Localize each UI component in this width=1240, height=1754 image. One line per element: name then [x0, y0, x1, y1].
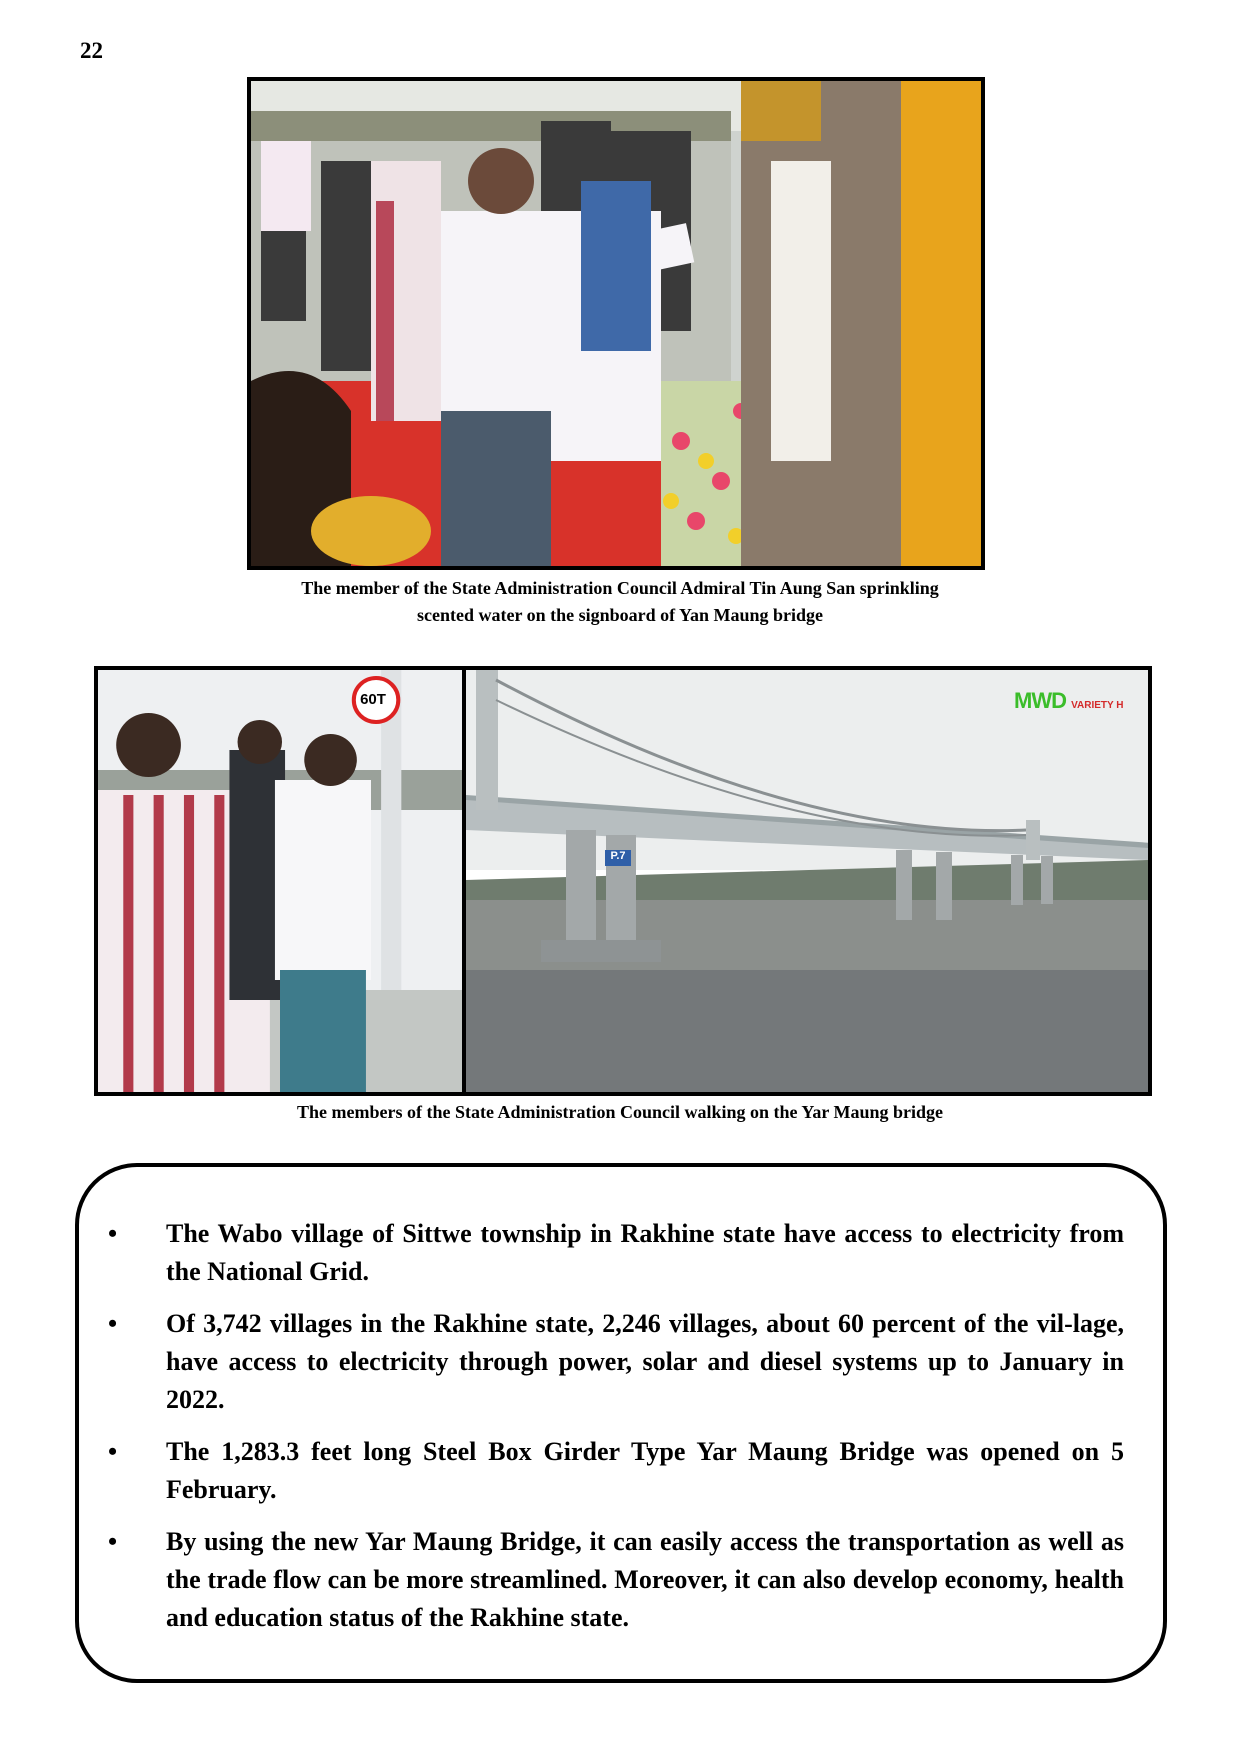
mwd-watermark: [1014, 688, 1124, 714]
list-item-text: The Wabo village of Sittwe township in Rakhine state have access to electricity from the National Grid.: [166, 1219, 1124, 1286]
ceremony-caption: [200, 575, 1040, 629]
list-item: [104, 1433, 1124, 1509]
bullet-icon: •: [108, 1437, 118, 1466]
pier-label: P.7: [610, 850, 626, 862]
list-item: [104, 1305, 1124, 1419]
list-item: [104, 1523, 1124, 1637]
bridge-art: [466, 670, 1148, 1092]
council-members-art: [98, 670, 462, 1092]
info-box: [75, 1163, 1167, 1683]
mwd-watermark-sub: VARIETY H: [1071, 700, 1124, 711]
caption-line-2: scented water on the signboard of Yan Maung bridge: [416, 605, 824, 625]
page-number: 22: [80, 38, 103, 63]
bullet-icon: •: [108, 1309, 118, 1338]
bridge-photo: [466, 670, 1148, 1092]
list-item-text: By using the new Yar Maung Bridge, it can easily access the transportation as well as the trade flow can be more streamlined. Moreover, it can also develop economy, health and education status of the Rakhine state.: [166, 1527, 1124, 1632]
bullet-icon: •: [108, 1527, 118, 1556]
bridge-caption: The members of the State Administration Council walking on the Yar Maung bridge: [296, 1102, 944, 1122]
speed-limit-sign: 60T: [360, 691, 386, 708]
ceremony-photo: [247, 77, 985, 570]
bridge-photo-frame: [94, 666, 1152, 1096]
list-item-text: Of 3,742 villages in the Rakhine state, 2,246 villages, about 60 percent of the vil-lage, have access to electricity through power, solar and diesel systems up to January in 2022.: [166, 1309, 1124, 1414]
bullet-icon: •: [108, 1219, 118, 1248]
caption-line-1: The member of the State Administration Council Admiral Tin Aung San sprinkling: [301, 578, 939, 598]
mwd-watermark-main: MWD: [1014, 688, 1066, 713]
list-item-text: The 1,283.3 feet long Steel Box Girder Type Yar Maung Bridge was opened on 5 February.: [166, 1437, 1124, 1504]
info-list: [104, 1215, 1124, 1651]
council-members-photo: [98, 670, 466, 1092]
ceremony-photo-art: [251, 81, 981, 566]
list-item: [104, 1215, 1124, 1291]
